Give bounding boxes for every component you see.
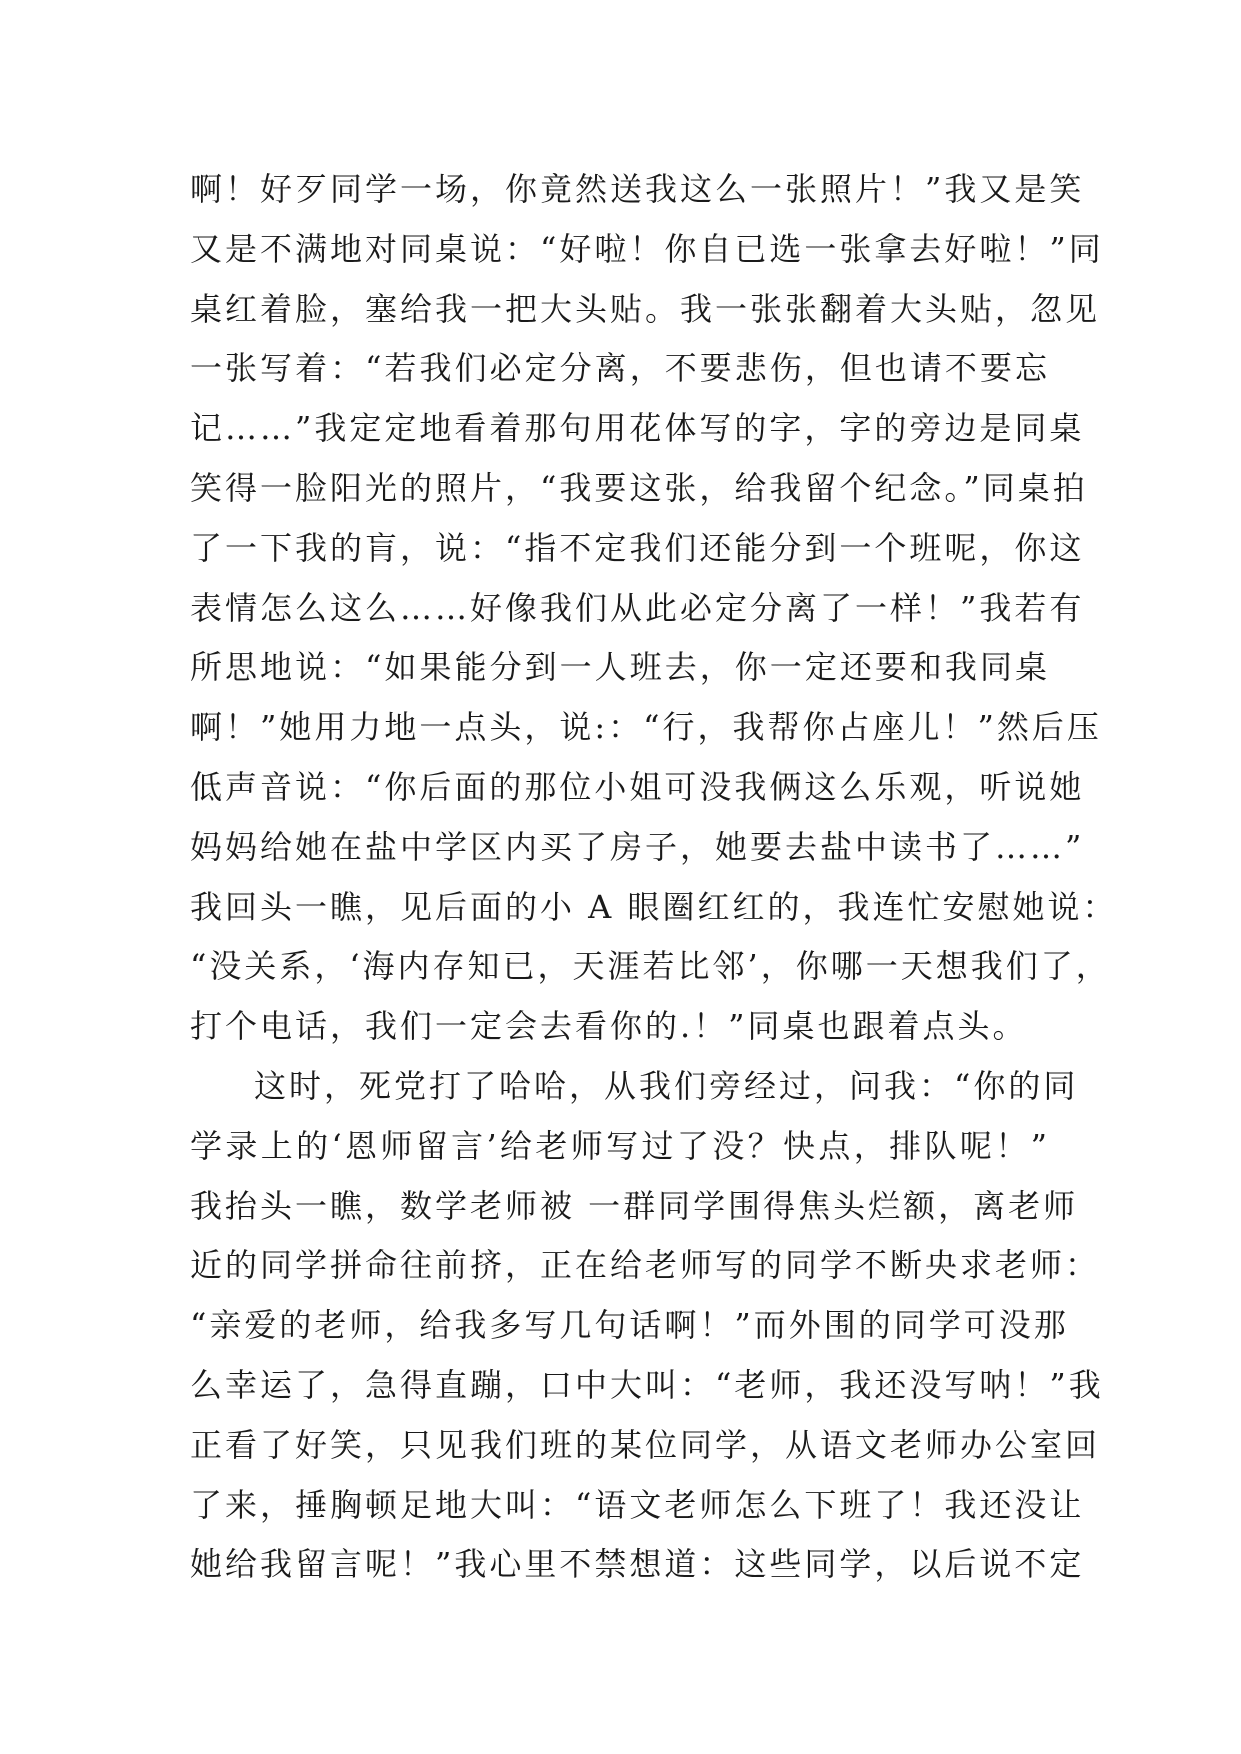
text-line: 表情怎么这么……好像我们从此必定分离了一样！”我若有	[190, 588, 1085, 627]
text-line: 了一下我的肓，说：“指不定我们还能分到一个班呢，你这	[190, 528, 1085, 567]
paragraph-start-line: 这时，死党打了哈哈，从我们旁经过，问我：“你的同	[254, 1066, 1079, 1105]
text-line: 近的同学拼命往前挤，正在给老师写的同学不断央求老师：	[190, 1246, 1101, 1285]
text-line: 正看了好笑，只见我们班的某位同学，从语文老师办公室回	[190, 1425, 1101, 1464]
text-line: 妈妈给她在盐中学区内买了房子，她要去盐中读书了……”	[190, 827, 1085, 866]
text-line: 所思地说：“如果能分到一人班去，你一定还要和我同桌	[190, 648, 1050, 687]
text-line: 我回头一瞧，见后面的小 A 眼圈红红的，我连忙安慰她说：	[190, 887, 1118, 926]
text-line: 一张写着：“若我们必定分离，不要悲伤，但也请不要忘	[190, 349, 1050, 388]
text-line: 桌红着脸，塞给我一把大头贴。我一张张翻着大头贴，忽见	[190, 289, 1101, 328]
text-line: 又是不满地对同桌说：“好啦！你自已选一张拿去好啦！”同	[190, 229, 1104, 268]
text-line: 了来，捶胸顿足地大叫：“语文老师怎么下班了！我还没让	[190, 1485, 1085, 1524]
paragraph-end-line: 打个电话，我们一定会去看你的.！”同桌也跟着点头。	[190, 1007, 1028, 1046]
body-text	[190, 160, 1118, 1595]
text-line: 啊！”她用力地一点头，说:：“行，我帮你占座儿！”然后压	[190, 708, 1102, 747]
text-line: 低声音说：“你后面的那位小姐可没我俩这么乐观，听说她	[190, 767, 1085, 806]
text-line: 学录上的‘恩师留言’给老师写过了没？快点，排队呢！”	[190, 1126, 1050, 1165]
text-line: 笑得一脸阳光的照片，“我要这张，给我留个纪念。”同桌拍	[190, 468, 1088, 507]
text-line: “没关系，‘海内存知已，天涯若比邻’，你哪一天想我们了，	[190, 947, 1111, 986]
text-line: “亲爱的老师，给我多写几句话啊！”而外围的同学可没那	[190, 1306, 1069, 1345]
text-line: 么幸运了，急得直蹦，口中大叫：“老师，我还没写呐！”我	[190, 1365, 1104, 1404]
text-line: 我抬头一瞧，数学老师被 一群同学围得焦头烂额，离老师	[190, 1186, 1079, 1225]
text-line: 她给我留言呢！”我心里不禁想道：这些同学，以后说不定	[190, 1545, 1085, 1584]
text-line: 啊！好歹同学一场，你竟然送我这么一张照片！”我又是笑	[190, 170, 1085, 208]
text-line: 记……”我定定地看着那句用花体写的字，字的旁边是同桌	[190, 409, 1085, 448]
